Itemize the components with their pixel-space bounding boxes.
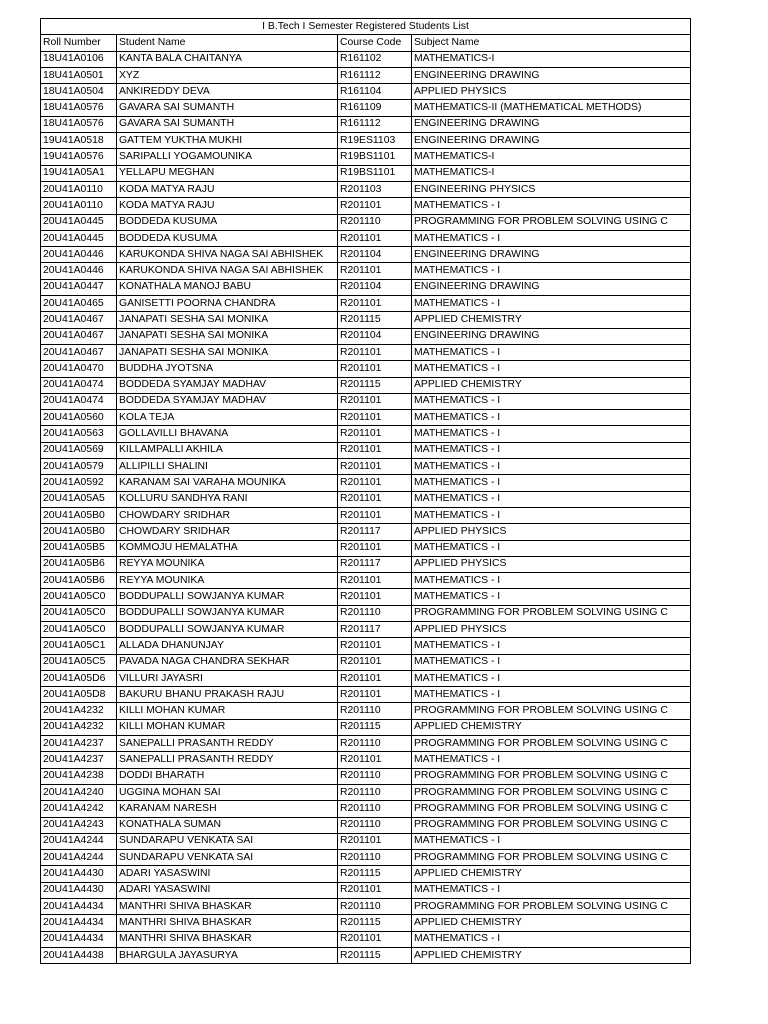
course-code-cell: R19BS1101 bbox=[338, 165, 412, 181]
table-row bbox=[41, 312, 691, 328]
roll-number-cell: 20U41A4434 bbox=[41, 899, 117, 915]
subject-name-cell: APPLIED CHEMISTRY bbox=[412, 915, 691, 931]
roll-number-cell: 20U41A0447 bbox=[41, 279, 117, 295]
subject-name-cell: PROGRAMMING FOR PROBLEM SOLVING USING C bbox=[412, 605, 691, 621]
subject-name-cell: ENGINEERING PHYSICS bbox=[412, 181, 691, 197]
subject-name-cell: APPLIED PHYSICS bbox=[412, 524, 691, 540]
course-code-cell: R201101 bbox=[338, 573, 412, 589]
student-name-cell: SANEPALLI PRASANTH REDDY bbox=[117, 752, 338, 768]
student-name-cell: UGGINA MOHAN SAI bbox=[117, 784, 338, 800]
subject-name-cell: APPLIED PHYSICS bbox=[412, 621, 691, 637]
course-code-cell: R201101 bbox=[338, 426, 412, 442]
table-row bbox=[41, 361, 691, 377]
subject-name-cell: MATHEMATICS - I bbox=[412, 442, 691, 458]
subject-name-cell: MATHEMATICS - I bbox=[412, 687, 691, 703]
student-name-cell: JANAPATI SESHA SAI MONIKA bbox=[117, 344, 338, 360]
student-name-cell: BODDUPALLI SOWJANYA KUMAR bbox=[117, 589, 338, 605]
roll-number-cell: 20U41A4240 bbox=[41, 784, 117, 800]
subject-name-cell: APPLIED CHEMISTRY bbox=[412, 947, 691, 963]
subject-name-cell: MATHEMATICS - I bbox=[412, 670, 691, 686]
course-code-cell: R161102 bbox=[338, 51, 412, 67]
course-code-cell: R201101 bbox=[338, 882, 412, 898]
table-row bbox=[41, 899, 691, 915]
subject-name-cell: PROGRAMMING FOR PROBLEM SOLVING USING C bbox=[412, 899, 691, 915]
roll-number-cell: 20U41A4430 bbox=[41, 866, 117, 882]
student-name-cell: JANAPATI SESHA SAI MONIKA bbox=[117, 312, 338, 328]
student-name-cell: BHARGULA JAYASURYA bbox=[117, 947, 338, 963]
subject-name-cell: MATHEMATICS - I bbox=[412, 573, 691, 589]
course-code-cell: R201101 bbox=[338, 410, 412, 426]
roll-number-cell: 20U41A4438 bbox=[41, 947, 117, 963]
table-row bbox=[41, 328, 691, 344]
course-code-cell: R201101 bbox=[338, 638, 412, 654]
student-name-cell: KOLA TEJA bbox=[117, 410, 338, 426]
subject-name-cell: MATHEMATICS - I bbox=[412, 833, 691, 849]
student-name-cell: CHOWDARY SRIDHAR bbox=[117, 507, 338, 523]
table-row bbox=[41, 51, 691, 67]
roll-number-cell: 20U41A05C0 bbox=[41, 621, 117, 637]
course-code-cell: R201115 bbox=[338, 719, 412, 735]
table-row bbox=[41, 589, 691, 605]
table-row bbox=[41, 100, 691, 116]
roll-number-cell: 18U41A0504 bbox=[41, 84, 117, 100]
table-row bbox=[41, 377, 691, 393]
table-row bbox=[41, 719, 691, 735]
roll-number-cell: 20U41A4434 bbox=[41, 931, 117, 947]
course-code-cell: R201115 bbox=[338, 947, 412, 963]
roll-number-cell: 18U41A0106 bbox=[41, 51, 117, 67]
subject-name-cell: MATHEMATICS - I bbox=[412, 931, 691, 947]
student-name-cell: KODA MATYA RAJU bbox=[117, 198, 338, 214]
student-name-cell: ALLADA DHANUNJAY bbox=[117, 638, 338, 654]
subject-name-cell: ENGINEERING DRAWING bbox=[412, 133, 691, 149]
course-code-cell: R201101 bbox=[338, 752, 412, 768]
subject-name-cell: MATHEMATICS - I bbox=[412, 361, 691, 377]
course-code-cell: R161104 bbox=[338, 84, 412, 100]
title-row bbox=[41, 19, 691, 35]
course-code-cell: R201110 bbox=[338, 768, 412, 784]
roll-number-cell: 20U41A05B5 bbox=[41, 540, 117, 556]
table-row bbox=[41, 507, 691, 523]
course-code-cell: R201101 bbox=[338, 361, 412, 377]
table-row bbox=[41, 850, 691, 866]
student-name-cell: BODDEDA KUSUMA bbox=[117, 214, 338, 230]
table-row bbox=[41, 214, 691, 230]
roll-number-cell: 20U41A0474 bbox=[41, 377, 117, 393]
table-row bbox=[41, 230, 691, 246]
student-name-cell: SANEPALLI PRASANTH REDDY bbox=[117, 736, 338, 752]
course-code-cell: R201110 bbox=[338, 784, 412, 800]
student-name-cell: CHOWDARY SRIDHAR bbox=[117, 524, 338, 540]
course-code-cell: R201110 bbox=[338, 605, 412, 621]
student-name-cell: KOLLURU SANDHYA RANI bbox=[117, 491, 338, 507]
course-code-cell: R201104 bbox=[338, 247, 412, 263]
course-code-cell: R201101 bbox=[338, 670, 412, 686]
table-row bbox=[41, 621, 691, 637]
subject-name-cell: PROGRAMMING FOR PROBLEM SOLVING USING C bbox=[412, 736, 691, 752]
subject-name-cell: PROGRAMMING FOR PROBLEM SOLVING USING C bbox=[412, 850, 691, 866]
roll-number-cell: 20U41A0445 bbox=[41, 230, 117, 246]
subject-name-cell: PROGRAMMING FOR PROBLEM SOLVING USING C bbox=[412, 817, 691, 833]
course-code-cell: R201101 bbox=[338, 459, 412, 475]
subject-name-cell: PROGRAMMING FOR PROBLEM SOLVING USING C bbox=[412, 703, 691, 719]
roll-number-cell: 20U41A4244 bbox=[41, 850, 117, 866]
student-name-cell: BODDUPALLI SOWJANYA KUMAR bbox=[117, 605, 338, 621]
course-code-cell: R201101 bbox=[338, 198, 412, 214]
subject-name-cell: PROGRAMMING FOR PROBLEM SOLVING USING C bbox=[412, 768, 691, 784]
roll-number-cell: 20U41A05B6 bbox=[41, 573, 117, 589]
course-code-cell: R161109 bbox=[338, 100, 412, 116]
course-code-cell: R201101 bbox=[338, 833, 412, 849]
table-row bbox=[41, 703, 691, 719]
subject-name-cell: MATHEMATICS - I bbox=[412, 491, 691, 507]
subject-name-cell: ENGINEERING DRAWING bbox=[412, 247, 691, 263]
roll-number-cell: 20U41A0465 bbox=[41, 296, 117, 312]
roll-number-cell: 20U41A0560 bbox=[41, 410, 117, 426]
table-row bbox=[41, 344, 691, 360]
student-name-cell: DODDI BHARATH bbox=[117, 768, 338, 784]
subject-name-cell: ENGINEERING DRAWING bbox=[412, 67, 691, 83]
student-name-cell: REYYA MOUNIKA bbox=[117, 556, 338, 572]
student-name-cell: GAVARA SAI SUMANTH bbox=[117, 116, 338, 132]
student-name-cell: KANTA BALA CHAITANYA bbox=[117, 51, 338, 67]
table-head bbox=[41, 19, 691, 52]
table-row bbox=[41, 491, 691, 507]
student-name-cell: KILLI MOHAN KUMAR bbox=[117, 719, 338, 735]
student-name-cell: KONATHALA MANOJ BABU bbox=[117, 279, 338, 295]
student-name-cell: BODDEDA SYAMJAY MADHAV bbox=[117, 377, 338, 393]
course-code-cell: R201101 bbox=[338, 475, 412, 491]
course-code-cell: R201115 bbox=[338, 915, 412, 931]
student-name-cell: BUDDHA JYOTSNA bbox=[117, 361, 338, 377]
subject-name-cell: ENGINEERING DRAWING bbox=[412, 328, 691, 344]
student-name-cell: SUNDARAPU VENKATA SAI bbox=[117, 850, 338, 866]
roll-number-cell: 20U41A0110 bbox=[41, 198, 117, 214]
course-code-cell: R201117 bbox=[338, 621, 412, 637]
table-row bbox=[41, 915, 691, 931]
course-code-cell: R201110 bbox=[338, 817, 412, 833]
student-name-cell: KARUKONDA SHIVA NAGA SAI ABHISHEK bbox=[117, 263, 338, 279]
student-name-cell: BODDEDA KUSUMA bbox=[117, 230, 338, 246]
course-code-cell: R201101 bbox=[338, 507, 412, 523]
student-name-cell: ALLIPILLI SHALINI bbox=[117, 459, 338, 475]
course-code-cell: R201101 bbox=[338, 931, 412, 947]
roll-number-cell: 20U41A05D8 bbox=[41, 687, 117, 703]
table-row bbox=[41, 475, 691, 491]
roll-number-cell: 20U41A0467 bbox=[41, 344, 117, 360]
table-row bbox=[41, 524, 691, 540]
table-row bbox=[41, 84, 691, 100]
student-name-cell: XYZ bbox=[117, 67, 338, 83]
roll-number-cell: 20U41A0470 bbox=[41, 361, 117, 377]
roll-number-cell: 20U41A05B0 bbox=[41, 524, 117, 540]
student-name-cell: PAVADA NAGA CHANDRA SEKHAR bbox=[117, 654, 338, 670]
roll-number-cell: 20U41A05C0 bbox=[41, 605, 117, 621]
course-code-cell: R201110 bbox=[338, 703, 412, 719]
subject-name-cell: MATHEMATICS - I bbox=[412, 410, 691, 426]
roll-number-cell: 20U41A4430 bbox=[41, 882, 117, 898]
table-row bbox=[41, 426, 691, 442]
roll-number-cell: 20U41A0474 bbox=[41, 393, 117, 409]
student-name-cell: KARUKONDA SHIVA NAGA SAI ABHISHEK bbox=[117, 247, 338, 263]
table-row bbox=[41, 149, 691, 165]
table-row bbox=[41, 736, 691, 752]
roll-number-cell: 20U41A0446 bbox=[41, 263, 117, 279]
subject-name-cell: MATHEMATICS-I bbox=[412, 165, 691, 181]
subject-name-cell: ENGINEERING DRAWING bbox=[412, 279, 691, 295]
table-row bbox=[41, 263, 691, 279]
roll-number-cell: 20U41A4237 bbox=[41, 752, 117, 768]
roll-number-cell: 20U41A0569 bbox=[41, 442, 117, 458]
roll-number-cell: 20U41A05D6 bbox=[41, 670, 117, 686]
course-code-cell: R201101 bbox=[338, 654, 412, 670]
table-row bbox=[41, 654, 691, 670]
table-row bbox=[41, 638, 691, 654]
subject-name-cell: MATHEMATICS-II (MATHEMATICAL METHODS) bbox=[412, 100, 691, 116]
student-name-cell: MANTHRI SHIVA BHASKAR bbox=[117, 931, 338, 947]
course-code-cell: R201101 bbox=[338, 393, 412, 409]
table-row bbox=[41, 393, 691, 409]
subject-name-cell: MATHEMATICS - I bbox=[412, 589, 691, 605]
table-row bbox=[41, 540, 691, 556]
table-title: I B.Tech I Semester Registered Students List bbox=[41, 19, 691, 35]
subject-name-cell: MATHEMATICS - I bbox=[412, 230, 691, 246]
roll-number-cell: 20U41A0110 bbox=[41, 181, 117, 197]
subject-name-cell: APPLIED PHYSICS bbox=[412, 84, 691, 100]
subject-name-cell: MATHEMATICS - I bbox=[412, 393, 691, 409]
subject-name-cell: MATHEMATICS-I bbox=[412, 51, 691, 67]
student-name-cell: SUNDARAPU VENKATA SAI bbox=[117, 833, 338, 849]
course-code-cell: R201104 bbox=[338, 328, 412, 344]
subject-name-cell: PROGRAMMING FOR PROBLEM SOLVING USING C bbox=[412, 784, 691, 800]
student-name-cell: KILLAMPALLI AKHILA bbox=[117, 442, 338, 458]
student-name-cell: KARANAM NARESH bbox=[117, 801, 338, 817]
course-code-cell: R201104 bbox=[338, 279, 412, 295]
subject-name-cell: APPLIED CHEMISTRY bbox=[412, 719, 691, 735]
table-row bbox=[41, 67, 691, 83]
course-code-cell: R201115 bbox=[338, 377, 412, 393]
roll-number-cell: 20U41A05B0 bbox=[41, 507, 117, 523]
course-code-cell: R19ES1103 bbox=[338, 133, 412, 149]
course-code-cell: R201101 bbox=[338, 230, 412, 246]
roll-number-cell: 20U41A05C0 bbox=[41, 589, 117, 605]
roll-number-cell: 19U41A05A1 bbox=[41, 165, 117, 181]
roll-number-cell: 20U41A05C1 bbox=[41, 638, 117, 654]
student-name-cell: SARIPALLI YOGAMOUNIKA bbox=[117, 149, 338, 165]
course-code-cell: R201110 bbox=[338, 736, 412, 752]
roll-number-cell: 20U41A4237 bbox=[41, 736, 117, 752]
table-row bbox=[41, 165, 691, 181]
course-code-cell: R201110 bbox=[338, 214, 412, 230]
course-code-cell: R201101 bbox=[338, 296, 412, 312]
roll-number-cell: 18U41A0501 bbox=[41, 67, 117, 83]
subject-name-cell: MATHEMATICS - I bbox=[412, 263, 691, 279]
student-name-cell: BAKURU BHANU PRAKASH RAJU bbox=[117, 687, 338, 703]
roll-number-cell: 18U41A0576 bbox=[41, 116, 117, 132]
course-code-cell: R201110 bbox=[338, 801, 412, 817]
table-row bbox=[41, 833, 691, 849]
subject-name-cell: APPLIED CHEMISTRY bbox=[412, 377, 691, 393]
table-row bbox=[41, 279, 691, 295]
course-code-cell: R201117 bbox=[338, 556, 412, 572]
table-row bbox=[41, 752, 691, 768]
subject-name-cell: MATHEMATICS - I bbox=[412, 296, 691, 312]
table-row bbox=[41, 556, 691, 572]
roll-number-cell: 20U41A4434 bbox=[41, 915, 117, 931]
student-name-cell: GAVARA SAI SUMANTH bbox=[117, 100, 338, 116]
roll-number-cell: 20U41A0445 bbox=[41, 214, 117, 230]
table-row bbox=[41, 442, 691, 458]
subject-name-cell: PROGRAMMING FOR PROBLEM SOLVING USING C bbox=[412, 214, 691, 230]
table-row bbox=[41, 817, 691, 833]
student-name-cell: KILLI MOHAN KUMAR bbox=[117, 703, 338, 719]
table-row bbox=[41, 296, 691, 312]
subject-name-cell: PROGRAMMING FOR PROBLEM SOLVING USING C bbox=[412, 801, 691, 817]
table-body bbox=[41, 51, 691, 964]
table-row bbox=[41, 947, 691, 963]
student-name-cell: KOMMOJU HEMALATHA bbox=[117, 540, 338, 556]
subject-name-cell: MATHEMATICS - I bbox=[412, 344, 691, 360]
table-row bbox=[41, 116, 691, 132]
subject-name-cell: MATHEMATICS - I bbox=[412, 752, 691, 768]
subject-name-cell: APPLIED PHYSICS bbox=[412, 556, 691, 572]
roll-number-cell: 20U41A05A5 bbox=[41, 491, 117, 507]
student-name-cell: YELLAPU MEGHAN bbox=[117, 165, 338, 181]
roll-number-cell: 19U41A0576 bbox=[41, 149, 117, 165]
table-row bbox=[41, 247, 691, 263]
student-name-cell: BODDEDA SYAMJAY MADHAV bbox=[117, 393, 338, 409]
course-code-cell: R201115 bbox=[338, 312, 412, 328]
roll-number-cell: 20U41A0467 bbox=[41, 328, 117, 344]
student-name-cell: GOLLAVILLI BHAVANA bbox=[117, 426, 338, 442]
roll-number-cell: 20U41A0446 bbox=[41, 247, 117, 263]
roll-number-cell: 19U41A0518 bbox=[41, 133, 117, 149]
course-code-cell: R201101 bbox=[338, 540, 412, 556]
roll-number-cell: 20U41A05B6 bbox=[41, 556, 117, 572]
subject-name-cell: MATHEMATICS - I bbox=[412, 654, 691, 670]
roll-number-cell: 20U41A05C5 bbox=[41, 654, 117, 670]
course-code-cell: R201101 bbox=[338, 491, 412, 507]
table-row bbox=[41, 459, 691, 475]
course-code-cell: R201101 bbox=[338, 442, 412, 458]
student-name-cell: JANAPATI SESHA SAI MONIKA bbox=[117, 328, 338, 344]
student-name-cell: KODA MATYA RAJU bbox=[117, 181, 338, 197]
header-subject-name: Subject Name bbox=[412, 35, 691, 51]
course-code-cell: R19BS1101 bbox=[338, 149, 412, 165]
header-student-name: Student Name bbox=[117, 35, 338, 51]
course-code-cell: R201101 bbox=[338, 344, 412, 360]
subject-name-cell: MATHEMATICS - I bbox=[412, 426, 691, 442]
table-row bbox=[41, 410, 691, 426]
roll-number-cell: 20U41A4243 bbox=[41, 817, 117, 833]
course-code-cell: R201110 bbox=[338, 850, 412, 866]
course-code-cell: R161112 bbox=[338, 67, 412, 83]
subject-name-cell: MATHEMATICS - I bbox=[412, 540, 691, 556]
course-code-cell: R201101 bbox=[338, 263, 412, 279]
table-row bbox=[41, 687, 691, 703]
subject-name-cell: ENGINEERING DRAWING bbox=[412, 116, 691, 132]
students-table bbox=[40, 18, 691, 964]
student-name-cell: ADARI YASASWINI bbox=[117, 882, 338, 898]
subject-name-cell: MATHEMATICS - I bbox=[412, 459, 691, 475]
roll-number-cell: 20U41A4244 bbox=[41, 833, 117, 849]
student-name-cell: MANTHRI SHIVA BHASKAR bbox=[117, 915, 338, 931]
student-name-cell: BODDUPALLI SOWJANYA KUMAR bbox=[117, 621, 338, 637]
course-code-cell: R201110 bbox=[338, 899, 412, 915]
course-code-cell: R201101 bbox=[338, 687, 412, 703]
student-name-cell: GATTEM YUKTHA MUKHI bbox=[117, 133, 338, 149]
roll-number-cell: 20U41A0563 bbox=[41, 426, 117, 442]
roll-number-cell: 20U41A4232 bbox=[41, 719, 117, 735]
course-code-cell: R161112 bbox=[338, 116, 412, 132]
table-row bbox=[41, 133, 691, 149]
roll-number-cell: 20U41A4242 bbox=[41, 801, 117, 817]
student-name-cell: VILLURI JAYASRI bbox=[117, 670, 338, 686]
table-row bbox=[41, 882, 691, 898]
student-name-cell: REYYA MOUNIKA bbox=[117, 573, 338, 589]
roll-number-cell: 20U41A4238 bbox=[41, 768, 117, 784]
subject-name-cell: MATHEMATICS - I bbox=[412, 507, 691, 523]
subject-name-cell: APPLIED CHEMISTRY bbox=[412, 866, 691, 882]
table-row bbox=[41, 768, 691, 784]
subject-name-cell: APPLIED CHEMISTRY bbox=[412, 312, 691, 328]
table-row bbox=[41, 801, 691, 817]
table-row bbox=[41, 670, 691, 686]
header-row bbox=[41, 35, 691, 51]
student-name-cell: ADARI YASASWINI bbox=[117, 866, 338, 882]
student-name-cell: KONATHALA SUMAN bbox=[117, 817, 338, 833]
course-code-cell: R201115 bbox=[338, 866, 412, 882]
subject-name-cell: MATHEMATICS-I bbox=[412, 149, 691, 165]
table-row bbox=[41, 605, 691, 621]
table-row bbox=[41, 784, 691, 800]
table-row bbox=[41, 931, 691, 947]
roll-number-cell: 20U41A4232 bbox=[41, 703, 117, 719]
table-row bbox=[41, 181, 691, 197]
student-name-cell: ANKIREDDY DEVA bbox=[117, 84, 338, 100]
subject-name-cell: MATHEMATICS - I bbox=[412, 882, 691, 898]
subject-name-cell: MATHEMATICS - I bbox=[412, 638, 691, 654]
table-row bbox=[41, 198, 691, 214]
student-name-cell: GANISETTI POORNA CHANDRA bbox=[117, 296, 338, 312]
roll-number-cell: 18U41A0576 bbox=[41, 100, 117, 116]
subject-name-cell: MATHEMATICS - I bbox=[412, 475, 691, 491]
roll-number-cell: 20U41A0592 bbox=[41, 475, 117, 491]
header-roll-number: Roll Number bbox=[41, 35, 117, 51]
student-name-cell: KARANAM SAI VARAHA MOUNIKA bbox=[117, 475, 338, 491]
roll-number-cell: 20U41A0467 bbox=[41, 312, 117, 328]
student-name-cell: MANTHRI SHIVA BHASKAR bbox=[117, 899, 338, 915]
course-code-cell: R201117 bbox=[338, 524, 412, 540]
table-row bbox=[41, 866, 691, 882]
course-code-cell: R201101 bbox=[338, 589, 412, 605]
subject-name-cell: MATHEMATICS - I bbox=[412, 198, 691, 214]
roll-number-cell: 20U41A0579 bbox=[41, 459, 117, 475]
course-code-cell: R201103 bbox=[338, 181, 412, 197]
table-row bbox=[41, 573, 691, 589]
header-course-code: Course Code bbox=[338, 35, 412, 51]
